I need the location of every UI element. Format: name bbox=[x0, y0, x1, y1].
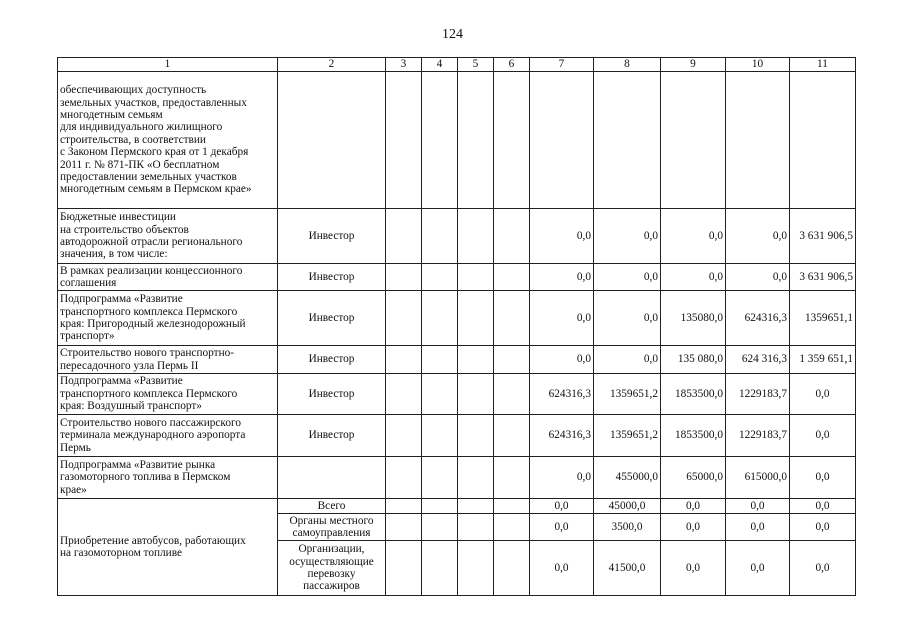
empty-cell bbox=[458, 346, 494, 374]
value-col-11: 0,0 bbox=[790, 457, 856, 499]
value-col-10: 1229183,7 bbox=[726, 415, 790, 457]
empty-cell bbox=[422, 264, 458, 291]
funding-source: Инвестор bbox=[278, 415, 386, 457]
value-col-8: 0,0 bbox=[594, 209, 661, 264]
empty-cell bbox=[422, 346, 458, 374]
empty-cell bbox=[386, 541, 422, 596]
header-row bbox=[58, 58, 856, 72]
empty-cell bbox=[422, 415, 458, 457]
value-col-7: 0,0 bbox=[530, 264, 594, 291]
column-header: 7 bbox=[530, 58, 594, 72]
value-col-10: 0,0 bbox=[726, 514, 790, 541]
empty-cell bbox=[494, 346, 530, 374]
empty-cell bbox=[494, 499, 530, 514]
value-col-8: 1359651,2 bbox=[594, 374, 661, 415]
value-col-7: 0,0 bbox=[530, 457, 594, 499]
value-col-11: 0,0 bbox=[790, 415, 856, 457]
column-header: 2 bbox=[278, 58, 386, 72]
table-row bbox=[58, 291, 856, 346]
empty-cell bbox=[494, 291, 530, 346]
empty-cell bbox=[386, 209, 422, 264]
value-col-8: 0,0 bbox=[594, 346, 661, 374]
value-col-7 bbox=[530, 72, 594, 209]
column-header: 4 bbox=[422, 58, 458, 72]
value-col-8: 0,0 bbox=[594, 291, 661, 346]
empty-cell bbox=[386, 415, 422, 457]
empty-cell bbox=[422, 374, 458, 415]
value-col-11: 0,0 bbox=[790, 499, 856, 514]
empty-cell bbox=[386, 346, 422, 374]
value-col-7: 0,0 bbox=[530, 346, 594, 374]
value-col-7: 0,0 bbox=[530, 514, 594, 541]
value-col-10: 0,0 bbox=[726, 264, 790, 291]
value-col-7: 624316,3 bbox=[530, 415, 594, 457]
value-col-11 bbox=[790, 72, 856, 209]
empty-cell bbox=[386, 499, 422, 514]
value-col-8: 41500,0 bbox=[594, 541, 661, 596]
empty-cell bbox=[422, 72, 458, 209]
empty-cell bbox=[458, 541, 494, 596]
table-row bbox=[58, 457, 856, 499]
value-col-7: 0,0 bbox=[530, 499, 594, 514]
value-col-9 bbox=[661, 72, 726, 209]
column-header: 9 bbox=[661, 58, 726, 72]
value-col-8: 3500,0 bbox=[594, 514, 661, 541]
value-col-9: 0,0 bbox=[661, 209, 726, 264]
row-description: В рамках реализации концессионного соглашения bbox=[58, 264, 278, 291]
funding-source: Органы местного самоуправления bbox=[278, 514, 386, 541]
value-col-8: 0,0 bbox=[594, 264, 661, 291]
funding-source: Инвестор bbox=[278, 291, 386, 346]
value-col-9: 0,0 bbox=[661, 514, 726, 541]
row-description: Подпрограмма «Развитие транспортного комплекса Пермского края: Пригородный железнодорожный транспорт» bbox=[58, 291, 278, 346]
empty-cell bbox=[386, 514, 422, 541]
page-number: 124 bbox=[442, 27, 463, 42]
table-row bbox=[58, 209, 856, 264]
value-col-9: 135080,0 bbox=[661, 291, 726, 346]
table-row bbox=[58, 264, 856, 291]
value-col-10: 1229183,7 bbox=[726, 374, 790, 415]
empty-cell bbox=[494, 209, 530, 264]
empty-cell bbox=[494, 541, 530, 596]
funding-source: Всего bbox=[278, 499, 386, 514]
value-col-11: 1359651,1 bbox=[790, 291, 856, 346]
column-header: 6 bbox=[494, 58, 530, 72]
value-col-9: 65000,0 bbox=[661, 457, 726, 499]
value-col-11: 0,0 bbox=[790, 541, 856, 596]
row-description: Бюджетные инвестиции на строительство объектов автодорожной отрасли регионального значения, в том числе: bbox=[58, 209, 278, 264]
value-col-8 bbox=[594, 72, 661, 209]
column-header: 3 bbox=[386, 58, 422, 72]
row-description: Подпрограмма «Развитие рынка газомоторного топлива в Пермском крае» bbox=[58, 457, 278, 499]
value-col-7: 624316,3 bbox=[530, 374, 594, 415]
value-col-9: 135 080,0 bbox=[661, 346, 726, 374]
column-header: 8 bbox=[594, 58, 661, 72]
empty-cell bbox=[494, 264, 530, 291]
column-header: 5 bbox=[458, 58, 494, 72]
value-col-11: 1 359 651,1 bbox=[790, 346, 856, 374]
empty-cell bbox=[458, 72, 494, 209]
empty-cell bbox=[458, 457, 494, 499]
value-col-10: 624316,3 bbox=[726, 291, 790, 346]
empty-cell bbox=[386, 374, 422, 415]
value-col-7: 0,0 bbox=[530, 291, 594, 346]
empty-cell bbox=[422, 209, 458, 264]
value-col-11: 3 631 906,5 bbox=[790, 264, 856, 291]
row-description: Подпрограмма «Развитие транспортного комплекса Пермского края: Воздушный транспорт» bbox=[58, 374, 278, 415]
empty-cell bbox=[422, 541, 458, 596]
empty-cell bbox=[458, 499, 494, 514]
value-col-8: 455000,0 bbox=[594, 457, 661, 499]
empty-cell bbox=[458, 415, 494, 457]
empty-cell bbox=[422, 514, 458, 541]
empty-cell bbox=[386, 457, 422, 499]
value-col-9: 0,0 bbox=[661, 541, 726, 596]
funding-source bbox=[278, 457, 386, 499]
value-col-10: 0,0 bbox=[726, 209, 790, 264]
value-col-11: 0,0 bbox=[790, 374, 856, 415]
empty-cell bbox=[386, 264, 422, 291]
empty-cell bbox=[494, 374, 530, 415]
table-row bbox=[58, 346, 856, 374]
column-header: 10 bbox=[726, 58, 790, 72]
empty-cell bbox=[494, 514, 530, 541]
table-row bbox=[58, 72, 856, 209]
value-col-11: 3 631 906,5 bbox=[790, 209, 856, 264]
column-header: 1 bbox=[58, 58, 278, 72]
empty-cell bbox=[422, 457, 458, 499]
empty-cell bbox=[458, 374, 494, 415]
value-col-10: 624 316,3 bbox=[726, 346, 790, 374]
row-description: Строительство нового транспортно- пересадочного узла Пермь II bbox=[58, 346, 278, 374]
empty-cell bbox=[494, 457, 530, 499]
empty-cell bbox=[386, 291, 422, 346]
empty-cell bbox=[494, 72, 530, 209]
funding-source: Инвестор bbox=[278, 374, 386, 415]
funding-source bbox=[278, 72, 386, 209]
funding-source: Инвестор bbox=[278, 264, 386, 291]
value-col-7: 0,0 bbox=[530, 209, 594, 264]
empty-cell bbox=[458, 291, 494, 346]
value-col-9: 0,0 bbox=[661, 499, 726, 514]
value-col-10: 615000,0 bbox=[726, 457, 790, 499]
empty-cell bbox=[458, 514, 494, 541]
value-col-10: 0,0 bbox=[726, 541, 790, 596]
value-col-8: 1359651,2 bbox=[594, 415, 661, 457]
table-row bbox=[58, 499, 856, 514]
funding-source: Инвестор bbox=[278, 346, 386, 374]
budget-table bbox=[57, 57, 856, 596]
empty-cell bbox=[422, 499, 458, 514]
empty-cell bbox=[458, 209, 494, 264]
funding-source: Инвестор bbox=[278, 209, 386, 264]
value-col-8: 45000,0 bbox=[594, 499, 661, 514]
empty-cell bbox=[422, 291, 458, 346]
value-col-7: 0,0 bbox=[530, 541, 594, 596]
funding-source: Организации, осуществляющие перевозку пассажиров bbox=[278, 541, 386, 596]
row-description: Приобретение автобусов, работающих на газомоторном топливе bbox=[58, 499, 278, 596]
value-col-9: 1853500,0 bbox=[661, 415, 726, 457]
column-header: 11 bbox=[790, 58, 856, 72]
table-row bbox=[58, 415, 856, 457]
table-row bbox=[58, 374, 856, 415]
row-description: Строительство нового пассажирского терминала международного аэропорта Пермь bbox=[58, 415, 278, 457]
empty-cell bbox=[494, 415, 530, 457]
empty-cell bbox=[458, 264, 494, 291]
empty-cell bbox=[386, 72, 422, 209]
value-col-9: 1853500,0 bbox=[661, 374, 726, 415]
value-col-10 bbox=[726, 72, 790, 209]
value-col-10: 0,0 bbox=[726, 499, 790, 514]
value-col-11: 0,0 bbox=[790, 514, 856, 541]
value-col-9: 0,0 bbox=[661, 264, 726, 291]
row-description: обеспечивающих доступность земельных участков, предоставленных многодетным семьям для индивидуального жилищного строительства, в соответствии с Законом Пермского края от 1 декабря 2011 г. № 871-ПК «О бесплатном предоставлении земельных участков многодетным семьям в Пермском крае» bbox=[58, 72, 278, 209]
